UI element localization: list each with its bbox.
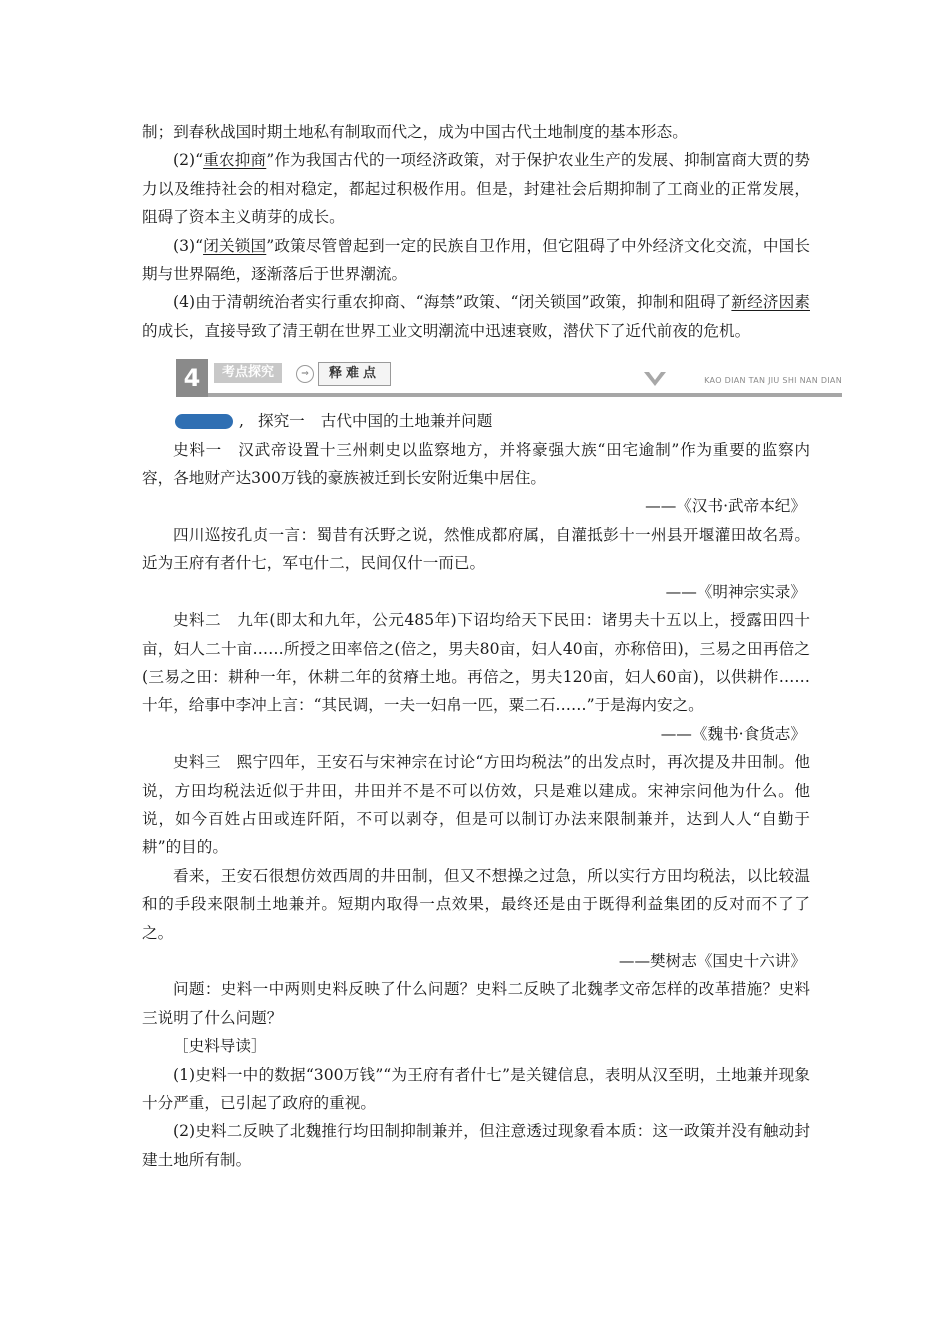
explore-title: 古代中国的土地兼并问题 [320,412,493,431]
explore-badge [175,414,233,429]
text: ”作为我国古代的一项经济政策，对于保护农业生产的发展、抑制富商大贾的势力以及维持社会的相对稳定，都起过积极作用。但是，封建社会后期抑制了工商业的正常发展，阻碍了资本主义萌芽的成长。 [142,151,810,227]
text: ”政策尽管曾起到一定的民族自卫作用，但它阻碍了中外经济文化交流，中国长期与世界隔绝，逐渐落后于世界潮流。 [142,236,810,284]
material-2: 史料二 九年(即太和九年，公元485年)下诏均给天下民田：诸男夫十五以上，授露田四十亩，妇人二十亩……所授之田率倍之(倍之，男夫80亩，妇人40亩，亦称倍田)，三易之田再倍之(三易之田：耕种一年，休耕二年的贫瘠土地。再倍之，男夫120亩，妇人60亩)，以供耕作……十年，给事中李冲上言：“其民调，一夫一妇帛一匹，粟二石……”于是海内安之。 [142,611,810,715]
paragraph-4 [142,288,810,345]
material-1a: 史料一 汉武帝设置十三州刺史以监察地方，并将豪强大族“田宅逾制”作为重要的监察内容，各地财产达300万钱的豪族被迁到长安附近集中居住。 [142,440,810,488]
explore-heading [142,407,810,435]
paragraph-1-tail: 制；到春秋战国时期土地私有制取而代之，成为中国古代土地制度的基本形态。 [142,123,688,141]
text: (4)由于清朝统治者实行重农抑商、“海禁”政策、“闭关锁国”政策，抑制和阻碍了 [173,293,732,312]
section-tag: 考点探究 [214,363,282,383]
text: (2)“ [173,151,204,170]
material-3b: 看来，王安石很想仿效西周的井田制，但又不想操之过急，所以实行方田均税法，以比较温和的手段来限制土地兼并。短期内取得一点效果，最终还是由于既得利益集团的反对而不了了之。 [142,866,810,942]
guide-1: (1)史料一中的数据“300万钱”“为王府有者什七”是关键信息，表明从汉至明，土地兼并现象十分严重，已引起了政府的重视。 [142,1065,810,1112]
question: 问题：史料一中两则史料反映了什么问题？史料二反映了北魏孝文帝怎样的改革措施？史料三说明了什么问题？ [142,980,810,1027]
banner-rule [208,393,842,397]
section-subtag: 释难点 [318,362,391,386]
banner-english: KAO DIAN TAN JIU SHI NAN DIAN [704,376,842,386]
ribbon-icon [644,372,666,386]
explore-label: 探究一 [257,412,305,431]
paragraph-3 [142,232,810,289]
section-number: 4 [176,359,208,397]
underlined-term: 重农抑商 [203,151,267,170]
source-1a: ——《汉书·武帝本纪》 [645,497,806,516]
text: 的成长，直接导致了清王朝在世界工业文明潮流中迅速衰败，潜伏下了近代前夜的危机。 [142,321,751,340]
page-content [142,118,842,1174]
text: (3)“ [173,236,204,255]
arrow-icon: ⇒ [296,365,314,383]
section-banner [176,359,842,397]
underlined-term: 闭关锁国 [203,236,267,255]
guide-heading: ［史料导读］ [173,1037,267,1056]
source-2: ——《魏书·食货志》 [660,724,806,743]
source-1b: ——《明神宗实录》 [665,582,806,601]
source-3: ——樊树志《国史十六讲》 [618,951,806,970]
material-3a: 史料三 熙宁四年，王安石与宋神宗在讨论“方田均税法”的出发点时，再次提及井田制。他说，方田均税法近似于井田，井田并不是不可以仿效，只是难以建成。宋神宗问他为什么。他说，如今百姓占田或连阡陌，不可以剥夺，但是可以制订办法来限制兼并，达到人人“自勤于耕”的目的。 [142,753,810,857]
guide-2: (2)史料二反映了北魏推行均田制抑制兼并，但注意透过现象看本质：这一政策并没有触动封建土地所有制。 [142,1122,810,1169]
paragraph-2 [142,146,810,231]
material-1b: 四川巡按孔贞一言：蜀昔有沃野之说，然惟成都府属，自灌抵彭十一州县开堰灌田故名焉。近为王府有者什七，军屯什二，民间仅什一而已。 [142,525,810,573]
text: , [239,412,244,431]
underlined-term: 新经济因素 [731,293,810,312]
